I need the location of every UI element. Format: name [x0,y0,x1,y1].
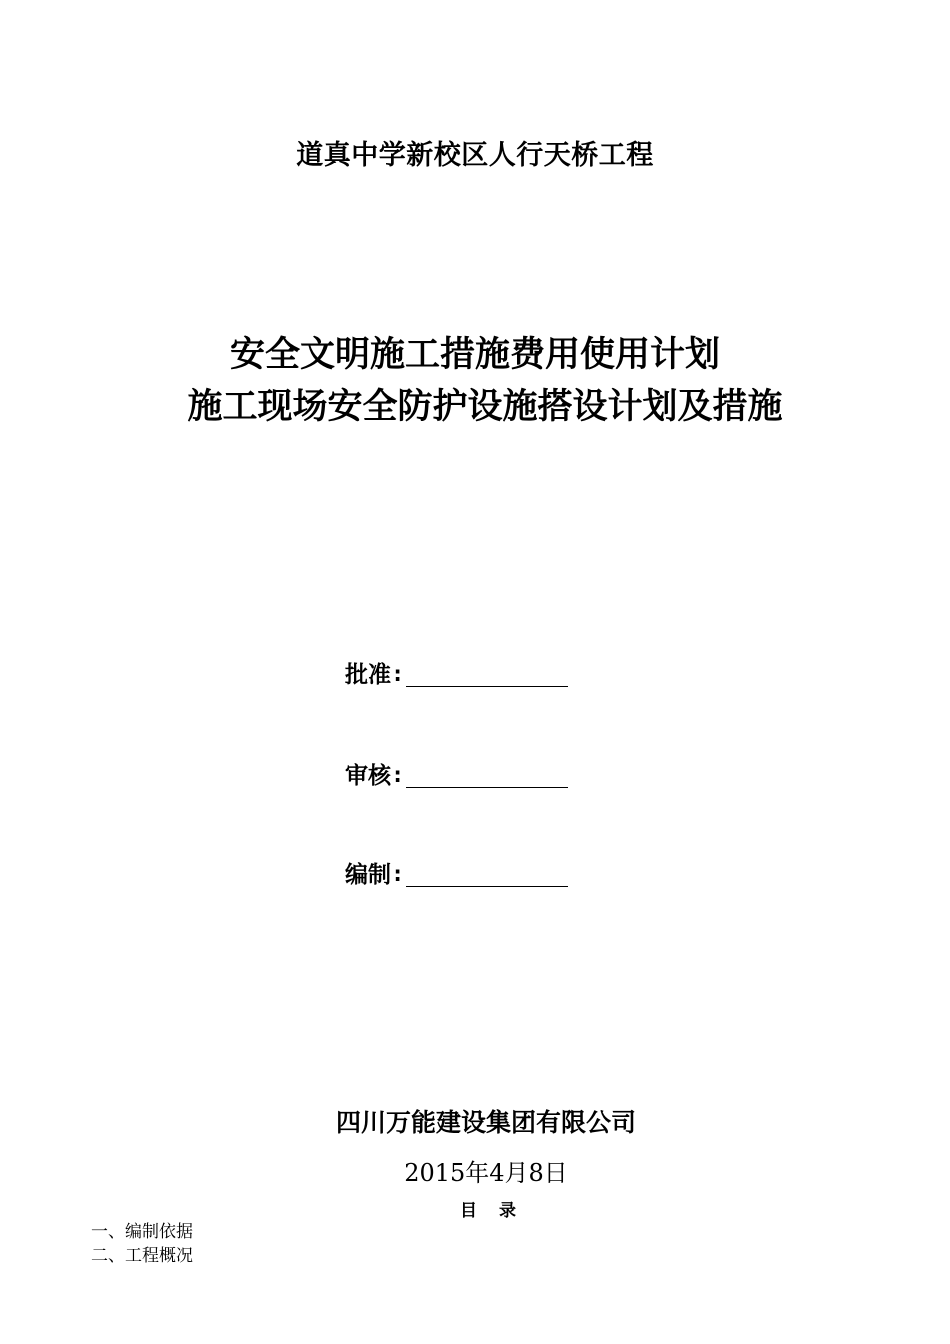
toc-item[interactable]: 一、编制依据 [91,1222,193,1242]
compile-signature-row [345,856,568,890]
compile-signature-line [406,858,568,887]
approve-colon: : [391,662,405,687]
toc-list [91,1220,193,1268]
review-signature-row [345,757,568,791]
document-date: 2015年4月8日 [404,1159,568,1187]
review-colon: : [391,763,405,788]
compile-label: 编制 [345,861,391,888]
toc-item[interactable]: 二、工程概况 [91,1246,193,1266]
review-signature-line [406,759,568,788]
toc-title: 目录 [460,1201,538,1221]
approve-signature-line [406,658,568,687]
approve-label: 批准 [345,661,391,688]
company-name: 四川万能建设集团有限公司 [335,1108,636,1137]
compile-colon: : [391,862,405,887]
approve-signature-row [345,656,568,690]
review-label: 审核 [345,762,391,789]
document-title-line-1: 安全文明施工措施费用使用计划 [229,334,720,375]
document-title-line-2: 施工现场安全防护设施搭设计划及措施 [187,386,783,427]
project-name: 道真中学新校区人行天桥工程 [296,140,654,171]
